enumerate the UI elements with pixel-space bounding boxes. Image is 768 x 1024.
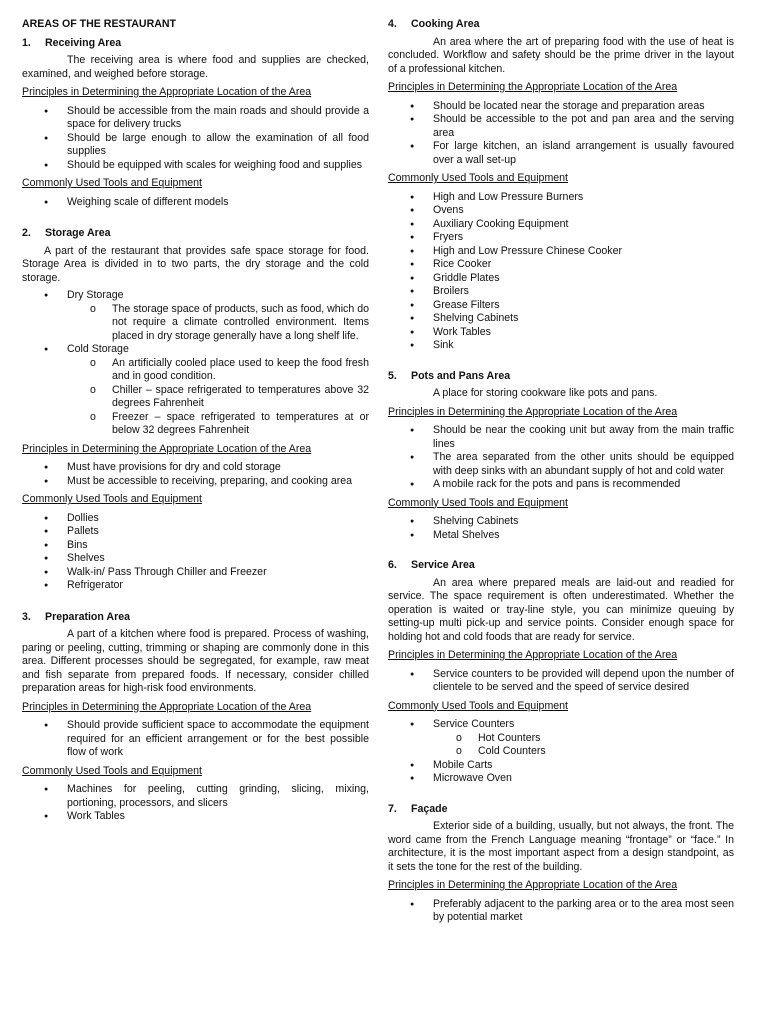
section-number: 5. (388, 369, 397, 382)
list-item: ● Refrigerator (67, 579, 369, 593)
list-item: ● For large kitchen, an island arrangement is usually favoured over a wall set-up (433, 140, 734, 167)
list-item: ● Sink (433, 339, 734, 353)
list-item: ● The area separated from the other units should be equipped with deep sinks with an abundant supply of hot and cold water (433, 451, 734, 478)
principles-heading: Principles in Determining the Appropriate Location of the Area (388, 81, 678, 93)
sub-list-item: o Cold Counters (478, 745, 734, 759)
list-item-cold-storage (67, 343, 369, 438)
list-item: ● Broilers (433, 285, 734, 299)
list-item: ● Shelving Cabinets (433, 312, 734, 326)
sub-list-item: o The storage space of products, such as food, which do not require a climate controlled environment. Items placed in dry storage generally have a long shelf life. (112, 303, 369, 344)
list-item: ● Microwave Oven (433, 772, 734, 786)
list-item: ● Griddle Plates (433, 272, 734, 286)
tools-list (22, 196, 369, 210)
section-title: Façade (411, 802, 448, 815)
principles-list (388, 100, 734, 168)
list-item: ● Should be equipped with scales for weighing food and supplies (67, 159, 369, 173)
section-number: 7. (388, 802, 397, 815)
list-item: ● Grease Filters (433, 299, 734, 313)
section-description: An area where prepared meals are laid-out and readied for service. The space requirement is often underestimated. Whether the operation is waited or tray-line style, you can minimize queuing by setting-up multi pick-up and service points. Consider enough space for holding hot and cold foods that are ready for service. (388, 576, 734, 643)
list-item: ● Bins (67, 539, 369, 553)
section-title: Service Area (411, 559, 475, 571)
principles-heading: Principles in Determining the Appropriate Location of the Area (22, 86, 312, 98)
principles-list (388, 424, 734, 492)
list-item: ● Should be located near the storage and preparation areas (433, 100, 734, 114)
principles-heading: Principles in Determining the Appropriate Location of the Area (388, 405, 678, 418)
section-description: A part of the restaurant that provides safe space storage for food. Storage Area is divided in to two parts, the dry storage and the cold storage. (22, 244, 369, 284)
section-number: 6. (388, 559, 397, 571)
list-item: ● High and Low Pressure Chinese Cooker (433, 245, 734, 259)
section-title: Receiving Area (45, 36, 122, 49)
list-item: ● Dollies (67, 512, 369, 526)
tools-list (22, 512, 369, 593)
tools-list (22, 783, 369, 824)
sub-list-item: o Chiller – space refrigerated to temperatures above 32 degrees Fahrenheit (112, 384, 369, 411)
list-item: ● Pallets (67, 525, 369, 539)
list-item: ● A mobile rack for the pots and pans is recommended (433, 478, 734, 492)
list-item: ● Must have provisions for dry and cold storage (67, 461, 369, 475)
section-title: Cooking Area (411, 18, 480, 30)
list-item: ● Ovens (433, 204, 734, 218)
list-item: ● Should be near the cooking unit but away from the main traffic lines (433, 424, 734, 451)
list-item: ● Metal Shelves (433, 529, 734, 543)
list-item: ● Walk-in/ Pass Through Chiller and Freezer (67, 566, 369, 580)
section-heading-preparation (22, 611, 369, 625)
sub-list (67, 303, 369, 344)
principles-list (388, 898, 734, 925)
section-number: 2. (22, 227, 31, 239)
principles-list (388, 668, 734, 695)
list-item-label: Cold Storage (67, 343, 129, 355)
principles-list (22, 461, 369, 488)
section-title: Pots and Pans Area (411, 369, 511, 382)
list-item: ● Shelving Cabinets (433, 515, 734, 529)
list-item: ● Auxiliary Cooking Equipment (433, 218, 734, 232)
list-item-dry-storage (67, 289, 369, 343)
list-item: ● Machines for peeling, cutting grinding, slicing, mixing, portioning, processors, and slicers (67, 783, 369, 810)
principles-list (22, 105, 369, 173)
section-description: A place for storing cookware like pots and pans. (433, 387, 658, 399)
principles-heading: Principles in Determining the Appropriate Location of the Area (22, 442, 312, 455)
sub-list-item: o Hot Counters (478, 732, 734, 746)
section-description: The receiving area is where food and supplies are checked, examined, and weighed before storage. (22, 54, 369, 80)
list-item: ● Mobile Carts (433, 759, 734, 773)
section-title: Storage Area (45, 227, 111, 239)
principles-heading: Principles in Determining the Appropriate Location of the Area (22, 700, 312, 713)
tools-heading: Commonly Used Tools and Equipment (22, 177, 202, 189)
list-item: ● Should be accessible from the main roads and should provide a space for delivery trucks (67, 105, 369, 132)
list-item: ● Work Tables (433, 326, 734, 340)
section-heading-facade (388, 803, 734, 817)
list-item: ● Weighing scale of different models (67, 196, 369, 210)
list-item: ● Should be accessible to the pot and pan area and the serving area (433, 113, 734, 140)
left-column (22, 18, 369, 829)
section-number: 4. (388, 18, 397, 30)
tools-heading: Commonly Used Tools and Equipment (22, 493, 202, 505)
tools-heading: Commonly Used Tools and Equipment (388, 172, 568, 184)
sub-list-item: o Freezer – space refrigerated to temperatures at or below 32 degrees Fahrenheit (112, 411, 369, 438)
tools-heading: Commonly Used Tools and Equipment (388, 699, 568, 712)
list-item: ● Shelves (67, 552, 369, 566)
section-number: 1. (22, 36, 31, 49)
right-column (388, 18, 734, 930)
sub-list-item: o An artificially cooled place used to keep the food fresh and in good condition. (112, 357, 369, 384)
list-item-label: Dry Storage (67, 289, 124, 301)
principles-heading: Principles in Determining the Appropriate Location of the Area (388, 879, 678, 891)
tools-heading: Commonly Used Tools and Equipment (388, 496, 568, 509)
tools-list (388, 718, 734, 786)
list-item: ● Preferably adjacent to the parking area or to the area most seen by potential market (433, 898, 734, 925)
list-item-service-counters (433, 718, 734, 759)
principles-heading: Principles in Determining the Appropriate Location of the Area (388, 649, 678, 661)
list-item: ● Fryers (433, 231, 734, 245)
sub-list (67, 357, 369, 438)
section-description: An area where the art of preparing food with the use of heat is concluded. Workflow and safety should be the prime driver in the layout of a professional kitchen. (388, 35, 734, 75)
document-title: AREAS OF THE RESTAURANT (22, 18, 177, 30)
tools-heading: Commonly Used Tools and Equipment (22, 764, 202, 777)
list-item: ● Must be accessible to receiving, preparing, and cooking area (67, 475, 369, 489)
section-heading-storage (22, 227, 369, 241)
list-item-label: Service Counters (433, 718, 515, 730)
tools-list (388, 515, 734, 542)
section-heading-cooking (388, 18, 734, 32)
section-title: Preparation Area (45, 610, 130, 623)
sub-list (433, 732, 734, 759)
list-item: ● Work Tables (67, 810, 369, 824)
list-item: ● Should provide sufficient space to accommodate the equipment required for an efficient arrangement or for the best possible flow of work (67, 719, 369, 760)
section-description: Exterior side of a building, usually, but not always, the front. The word came from the French Language meaning “frontage” or “face.” In architecture, it is the most important aspect from a design standpoint, as it sets the tone for the rest of the building. (388, 820, 734, 873)
list-item: ● High and Low Pressure Burners (433, 191, 734, 205)
section-heading-receiving (22, 37, 369, 51)
storage-types-list (22, 289, 369, 438)
section-description: A part of a kitchen where food is prepared. Process of washing, paring or peeling, cutting, trimming or shaping are commonly done in this area. Different processes should be segregated, for example, raw meat and fish separate from prepared foods. If necessary, consider chilled preparation areas for high-risk food environments. (22, 628, 369, 694)
section-heading-service (388, 559, 734, 573)
list-item: ● Should be large enough to allow the examination of all food supplies (67, 132, 369, 159)
list-item: ● Rice Cooker (433, 258, 734, 272)
section-number: 3. (22, 610, 31, 623)
principles-list (22, 719, 369, 760)
list-item: ● Service counters to be provided will depend upon the number of clientele to be served and the speed of service desired (433, 668, 734, 695)
tools-list (388, 191, 734, 353)
section-heading-pots-pans (388, 370, 734, 384)
